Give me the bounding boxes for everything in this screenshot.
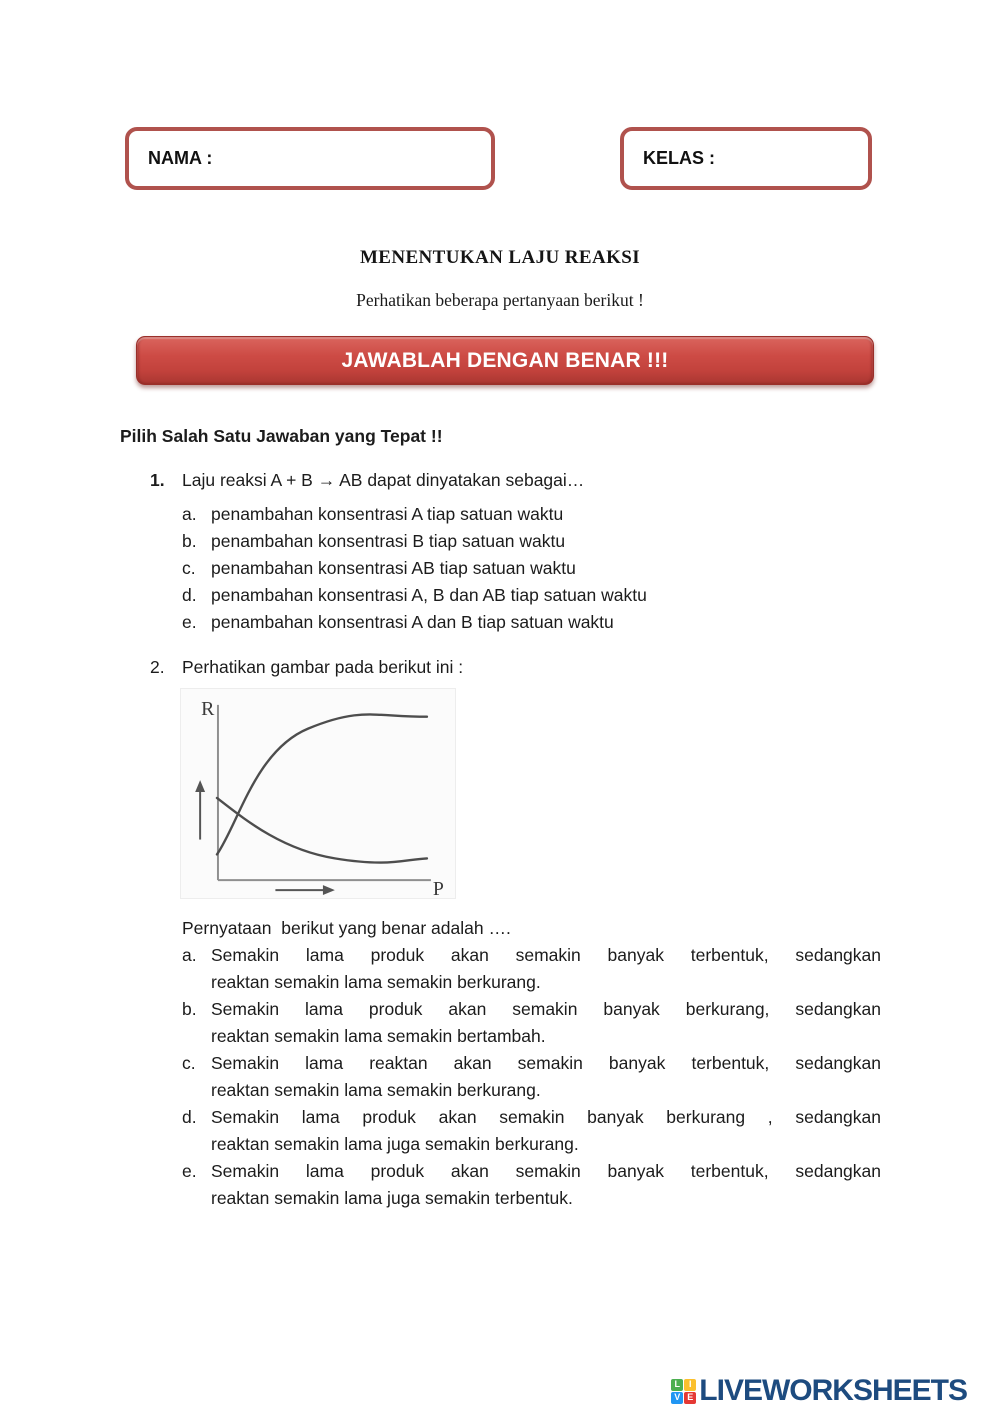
option-text: penambahan konsentrasi AB tiap satuan waktu: [211, 558, 576, 578]
option-letter: b.: [182, 531, 197, 551]
option-letter: b.: [182, 999, 197, 1019]
y-axis-label: R: [201, 697, 215, 720]
page-title: MENENTUKAN LAJU REAKSI: [359, 247, 641, 268]
q1-option-a[interactable]: [182, 501, 910, 528]
option-text: Semakin lama produk akan semakin banyak berkurang , sedangkan reaktan semakin lama juga semakin berkurang.: [211, 1107, 881, 1154]
question-1: [150, 467, 910, 636]
option-letter: a.: [182, 945, 197, 965]
tile-e: E: [684, 1392, 696, 1404]
option-letter: d.: [182, 585, 197, 605]
reaction-rate-graph: [180, 688, 456, 899]
q2-option-a[interactable]: [182, 942, 882, 996]
question-2-text: Perhatikan gambar pada berikut ini :: [182, 657, 464, 677]
q1-option-b[interactable]: [182, 528, 910, 555]
banner-label: JAWABLAH DENGAN BENAR !!!: [341, 348, 669, 372]
tile-v: V: [671, 1392, 683, 1404]
tile-i: I: [684, 1379, 696, 1391]
question-1-number: 1.: [150, 470, 165, 490]
q2-option-c[interactable]: [182, 1050, 882, 1104]
option-text: penambahan konsentrasi A tiap satuan waktu: [211, 504, 564, 524]
q2-option-b[interactable]: [182, 996, 882, 1050]
option-letter: d.: [182, 1107, 197, 1127]
question-1-options: [182, 501, 910, 636]
q1-option-c[interactable]: [182, 555, 910, 582]
brand-wordmark: LIVEWORKSHEETS: [699, 1374, 967, 1407]
tile-l: L: [671, 1379, 683, 1391]
x-axis-label: P: [432, 878, 444, 898]
answer-banner: [136, 336, 874, 385]
class-label: KELAS :: [643, 148, 715, 168]
option-letter: c.: [182, 558, 196, 578]
up-arrowhead-icon: [195, 780, 205, 792]
graph-svg: [181, 689, 455, 898]
option-letter: a.: [182, 504, 197, 524]
question-2-prompt: Pernyataan berikut yang benar adalah ….: [182, 918, 511, 938]
q2-option-d[interactable]: [182, 1104, 882, 1158]
q1-option-d[interactable]: [182, 582, 910, 609]
option-text: Semakin lama produk akan semakin banyak terbentuk, sedangkan reaktan semakin lama semakin berkurang.: [211, 945, 881, 992]
q1-option-e[interactable]: [182, 609, 910, 636]
option-letter: e.: [182, 1161, 197, 1181]
q2-option-e[interactable]: [182, 1158, 882, 1212]
question-2-stem: [150, 654, 910, 681]
falling-reactant-curve: [217, 798, 427, 863]
option-text: penambahan konsentrasi A dan B tiap satuan waktu: [211, 612, 614, 632]
option-text: Semakin lama produk akan semakin banyak terbentuk, sedangkan reaktan semakin lama juga semakin terbentuk.: [211, 1161, 881, 1208]
option-text: Semakin lama produk akan semakin banyak berkurang, sedangkan reaktan semakin lama semakin bertambah.: [211, 999, 881, 1046]
question-2-number: 2.: [150, 657, 165, 677]
option-text: Semakin lama reaktan akan semakin banyak terbentuk, sedangkan reaktan semakin lama semakin berkurang.: [211, 1053, 881, 1100]
question-1-text: Laju reaksi A + B → AB dapat dinyatakan sebagai…: [182, 470, 585, 490]
option-letter: e.: [182, 612, 197, 632]
page-subtitle: Perhatikan beberapa pertanyaan berikut !: [356, 290, 644, 310]
class-entry-box[interactable]: [620, 127, 872, 190]
instruction-heading: Pilih Salah Satu Jawaban yang Tepat !!: [120, 426, 443, 446]
option-text: penambahan konsentrasi A, B dan AB tiap satuan waktu: [211, 585, 647, 605]
question-1-stem: [150, 467, 910, 494]
liveworksheets-tiles-icon: [671, 1379, 696, 1404]
name-entry-box[interactable]: [125, 127, 495, 190]
option-letter: c.: [182, 1053, 196, 1073]
right-arrowhead-icon: [323, 885, 335, 895]
question-2-body: [182, 915, 882, 1212]
liveworksheets-logo[interactable]: [671, 1374, 967, 1408]
name-label: NAMA :: [148, 148, 213, 168]
option-text: penambahan konsentrasi B tiap satuan waktu: [211, 531, 566, 551]
rising-product-curve: [217, 714, 427, 854]
